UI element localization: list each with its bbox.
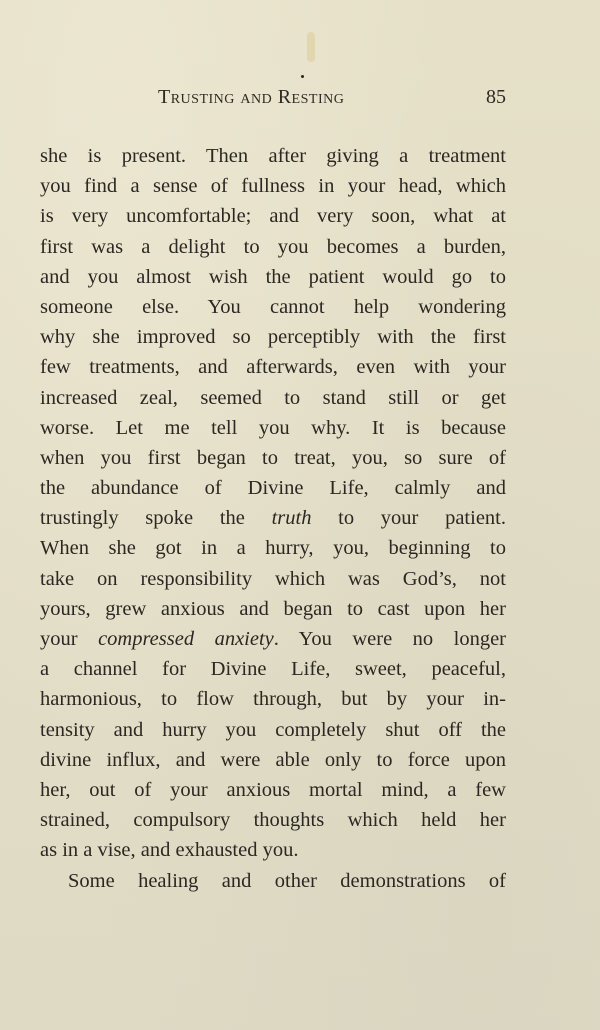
text-line: you find a sense of fullness in your head, which: [40, 175, 506, 198]
text-line: increased zeal, seemed to stand still or get: [40, 386, 506, 409]
text-run: your: [40, 628, 99, 650]
italic-emphasis: compressed anxiety: [98, 628, 274, 650]
text-line: and you almost wish the patient would go to: [40, 265, 506, 288]
paragraph-end-line: as in a vise, and exhausted you.: [40, 839, 299, 862]
text-line: tensity and hurry you completely shut off the: [40, 718, 506, 741]
text-line: when you first began to treat, you, so sure of: [40, 446, 506, 469]
text-line: someone else. You cannot help wondering: [40, 295, 506, 318]
text-line: [40, 624, 506, 654]
text-line: strained, compulsory thoughts which held her: [40, 809, 506, 832]
text-line: she is present. Then after giving a treatment: [40, 145, 506, 167]
text-line: the abundance of Divine Life, calmly and: [40, 477, 506, 500]
page-number: 85: [486, 86, 506, 108]
text-line: [40, 503, 506, 533]
text-run: to your patient.: [311, 507, 506, 530]
text-line: her, out of your anxious mortal mind, a few: [40, 778, 506, 801]
running-head-title: Trusting and Resting: [158, 86, 345, 108]
text-line: worse. Let me tell you why. It is because: [40, 416, 506, 439]
text-run: trustingly spoke the: [40, 507, 272, 530]
text-line: is very uncomfortable; and very soon, what at: [40, 205, 506, 228]
text-line: harmonious, to flow through, but by your in-: [40, 688, 506, 711]
text-line: why she improved so perceptibly with the first: [40, 326, 506, 349]
italic-emphasis: truth: [271, 507, 312, 530]
text-line: first was a delight to you becomes a burden,: [40, 235, 506, 258]
ink-speck: [301, 75, 304, 78]
text-line: take on responsibility which was God’s, not: [40, 567, 506, 590]
text-line: few treatments, and afterwards, even with your: [40, 356, 506, 379]
paper-stain: [307, 32, 315, 62]
text-line: a channel for Divine Life, sweet, peaceful,: [40, 658, 506, 681]
text-line: yours, grew anxious and began to cast upon her: [40, 597, 506, 620]
running-head: [158, 86, 506, 112]
text-line: When she got in a hurry, you, beginning to: [40, 537, 506, 560]
paragraph-start-line: Some healing and other demonstrations of: [68, 869, 506, 892]
body-text: [40, 141, 506, 896]
text-line: divine influx, and were able only to force upon: [40, 748, 506, 771]
text-run: . You were no longer: [273, 628, 506, 650]
